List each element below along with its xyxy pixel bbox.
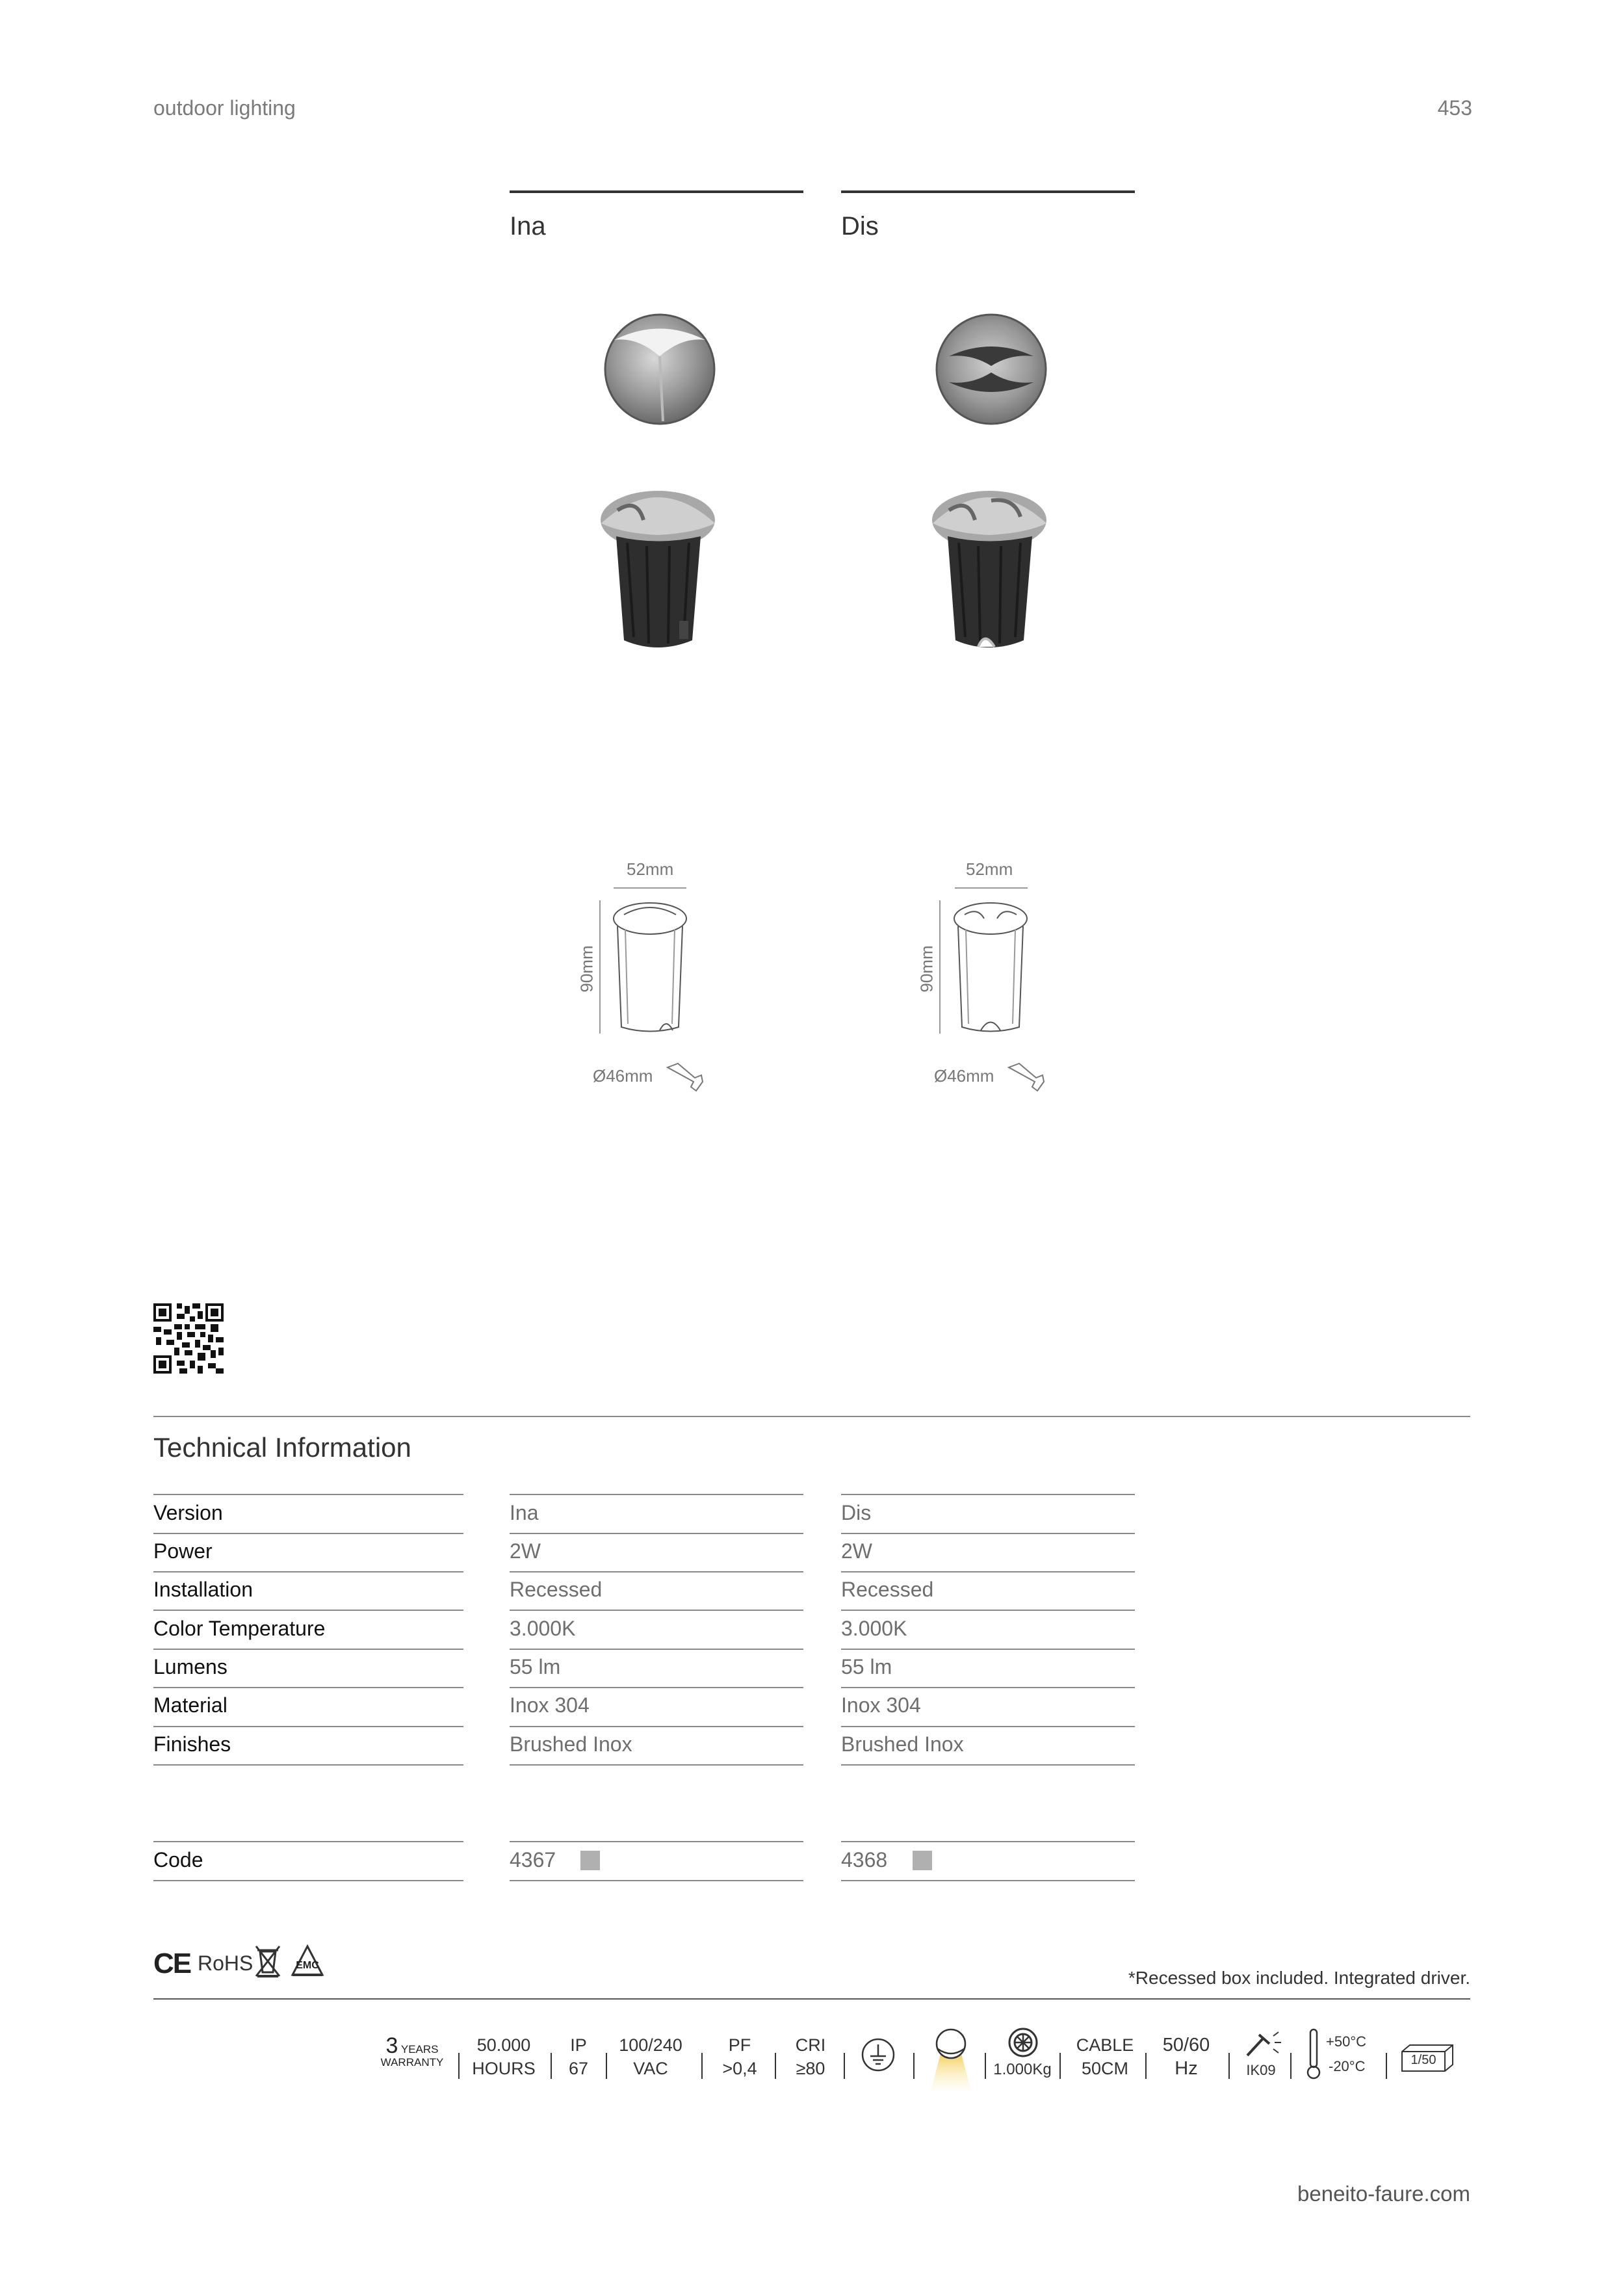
row-rule (841, 1533, 1135, 1534)
row-label-lumens: Lumens (153, 1655, 227, 1678)
row-rule (153, 1610, 463, 1611)
ip-label: IP (570, 2035, 587, 2055)
light-beam-icon (928, 2027, 974, 2092)
code-rule (841, 1841, 1135, 1842)
dis-diameter-label: Ø46mm (934, 1066, 994, 1086)
dis-code: 4368 (841, 1848, 888, 1872)
ina-top-view-image (601, 311, 718, 428)
qr-code (153, 1303, 224, 1374)
ina-tool-icon (665, 1061, 705, 1093)
row-label-power: Power (153, 1539, 213, 1563)
voltage-unit: VAC (633, 2059, 668, 2078)
row-label-version: Version (153, 1501, 223, 1524)
row-rule (153, 1687, 463, 1688)
row-rule (510, 1649, 803, 1650)
dis-width-line (955, 887, 1028, 889)
ina-version: Ina (510, 1501, 539, 1524)
ina-color-temperature: 3.000K (510, 1617, 576, 1640)
warranty-years: YEARS (400, 2043, 439, 2055)
spec-separator (1145, 2053, 1147, 2079)
ina-width-line (614, 887, 686, 889)
spec-separator (844, 2053, 845, 2079)
pf-spec (714, 2033, 766, 2080)
row-rule (841, 1687, 1135, 1688)
ina-diameter-label: Ø46mm (593, 1066, 653, 1086)
cable-value: 50CM (1081, 2059, 1129, 2078)
temperature-spec (1305, 2027, 1377, 2085)
ina-finishes: Brushed Inox (510, 1732, 632, 1756)
warranty-number: 3 (385, 2033, 398, 2058)
ina-width-label: 52mm (627, 859, 674, 879)
product-title-dis: Dis (841, 212, 879, 241)
row-rule (510, 1610, 803, 1611)
load-spec (993, 2027, 1052, 2085)
dis-finishes: Brushed Inox (841, 1732, 964, 1756)
row-rule (510, 1571, 803, 1572)
tech-top-rule (153, 1416, 1470, 1417)
dis-width-label: 52mm (966, 859, 1013, 879)
voltage-value: 100/240 (619, 2035, 682, 2055)
row-rule (841, 1764, 1135, 1766)
frequency-spec (1157, 2033, 1215, 2080)
dis-top-view-image (933, 311, 1050, 428)
temp-max: +50°C (1326, 2033, 1367, 2050)
spec-separator (985, 2053, 986, 2079)
spec-separator (606, 2053, 607, 2079)
specs-rule (153, 1998, 1470, 2000)
website[interactable]: beneito-faure.com (1297, 2182, 1470, 2206)
row-rule (153, 1649, 463, 1650)
ina-power: 2W (510, 1539, 541, 1563)
tech-title: Technical Information (153, 1432, 411, 1463)
cri-value: ≥80 (796, 2059, 825, 2078)
cri-label: CRI (795, 2035, 826, 2055)
dis-height-line (939, 900, 941, 1034)
spec-separator (458, 2053, 460, 2079)
ina-side-view-image (598, 484, 718, 660)
dis-lumens: 55 lm (841, 1655, 892, 1678)
spec-separator (701, 2053, 703, 2079)
warranty-spec (378, 2033, 446, 2069)
ina-material: Inox 304 (510, 1693, 590, 1717)
code-rule (510, 1841, 803, 1842)
row-rule (841, 1649, 1135, 1650)
rohs-mark: RoHS (198, 1951, 253, 1975)
weee-bin-icon (253, 1944, 281, 1979)
row-rule (153, 1764, 463, 1766)
ina-lumens: 55 lm (510, 1655, 561, 1678)
footnote: *Recessed box included. Integrated driver. (1128, 1968, 1470, 1988)
emc-label: EMC (296, 1960, 319, 1971)
ina-height-line (599, 900, 601, 1034)
product-rule-ina (510, 190, 803, 193)
dis-drawing (952, 900, 1030, 1037)
spec-separator (1059, 2053, 1061, 2079)
dis-tool-icon (1006, 1061, 1046, 1093)
dis-version: Dis (841, 1501, 872, 1524)
ina-drawing (611, 900, 689, 1037)
spec-separator (1290, 2053, 1292, 2079)
emc-mark (290, 1944, 325, 1979)
ip-value: 67 (568, 2059, 589, 2078)
spec-separator (1228, 2053, 1230, 2079)
warranty-label: WARRANTY (380, 2056, 444, 2068)
ina-height-label: 90mm (577, 945, 597, 993)
ina-code: 4367 (510, 1848, 556, 1872)
code-rule (153, 1880, 463, 1881)
code-rule (841, 1880, 1135, 1881)
dis-side-view-image (929, 484, 1050, 660)
voltage-spec (615, 2033, 686, 2080)
row-label-finishes: Finishes (153, 1732, 231, 1756)
hours-spec (468, 2033, 539, 2080)
section-title: outdoor lighting (153, 96, 296, 120)
row-rule (510, 1687, 803, 1688)
row-rule (841, 1726, 1135, 1727)
ik-spec (1238, 2029, 1284, 2081)
cri-spec (785, 2033, 837, 2080)
pf-label: PF (728, 2035, 751, 2055)
row-rule (841, 1571, 1135, 1572)
dis-color-temperature: 3.000K (841, 1617, 907, 1640)
thermometer-icon (1305, 2028, 1322, 2080)
row-rule (153, 1571, 463, 1572)
pf-value: >0,4 (722, 2059, 757, 2078)
temp-min: -20°C (1329, 2058, 1366, 2074)
ina-installation: Recessed (510, 1578, 603, 1601)
dis-height-label: 90mm (916, 945, 937, 993)
product-rule-dis (841, 190, 1135, 193)
row-label-material: Material (153, 1693, 227, 1717)
frequency-unit: Hz (1175, 2058, 1198, 2079)
ground-class-icon (860, 2037, 896, 2073)
ik-value: IK09 (1246, 2062, 1276, 2078)
load-wheel-icon (1007, 2027, 1039, 2058)
row-rule (510, 1726, 803, 1727)
code-rule (510, 1880, 803, 1881)
ip-spec (559, 2033, 598, 2080)
dis-installation: Recessed (841, 1578, 934, 1601)
load-value: 1.000Kg (993, 2061, 1052, 2078)
dis-finish-swatch (913, 1851, 932, 1870)
row-rule (510, 1494, 803, 1495)
row-label-color-temperature: Color Temperature (153, 1617, 326, 1640)
ce-mark: CE (153, 1948, 191, 1979)
spec-separator (1386, 2053, 1387, 2079)
product-title-ina: Ina (510, 212, 546, 241)
hours-value: 50.000 (476, 2035, 531, 2055)
row-rule (841, 1610, 1135, 1611)
ina-finish-swatch (580, 1851, 600, 1870)
cable-label: CABLE (1076, 2035, 1134, 2055)
page-number: 453 (1437, 96, 1472, 120)
impact-hammer-icon (1243, 2029, 1282, 2059)
dis-power: 2W (841, 1539, 872, 1563)
packaging-spec (1401, 2042, 1454, 2071)
row-label-code: Code (153, 1848, 203, 1872)
row-rule (153, 1494, 463, 1495)
cable-spec (1072, 2033, 1137, 2080)
row-rule (153, 1726, 463, 1727)
frequency-value: 50/60 (1162, 2035, 1210, 2055)
spec-separator (551, 2053, 552, 2079)
hours-label: HOURS (472, 2059, 536, 2078)
row-rule (510, 1533, 803, 1534)
spec-separator (775, 2053, 776, 2079)
code-rule (153, 1841, 463, 1842)
row-rule (153, 1533, 463, 1534)
row-rule (841, 1494, 1135, 1495)
row-rule (510, 1764, 803, 1766)
row-label-installation: Installation (153, 1578, 253, 1601)
dis-material: Inox 304 (841, 1693, 921, 1717)
packaging-value: 1/50 (1410, 2053, 1436, 2067)
spec-separator (913, 2053, 915, 2079)
